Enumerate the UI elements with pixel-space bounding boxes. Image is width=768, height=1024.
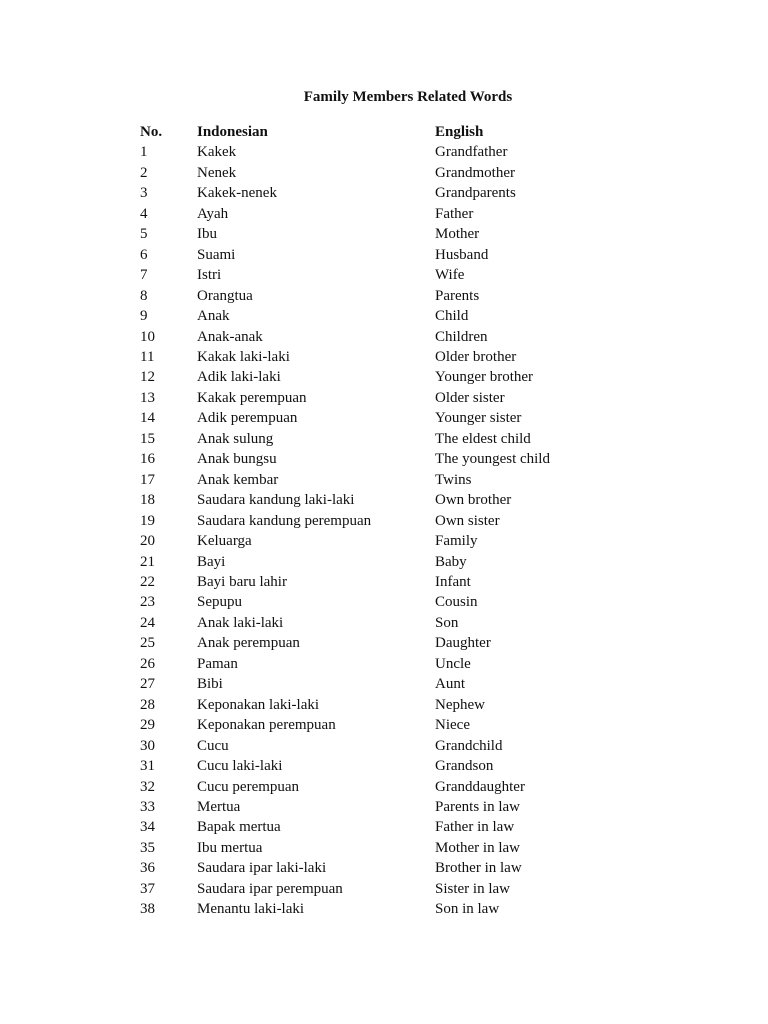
cell-number: 38	[140, 901, 155, 918]
table-row	[140, 204, 605, 224]
page-title: Family Members Related Words	[303, 89, 513, 105]
cell-number: 21	[140, 553, 155, 570]
vocabulary-table	[140, 122, 605, 920]
cell-english: Children	[435, 328, 488, 345]
table-row	[140, 429, 605, 449]
cell-indonesian: Ibu	[197, 226, 217, 243]
cell-english: Father	[435, 205, 474, 222]
cell-english: Uncle	[435, 655, 471, 672]
cell-number: 20	[140, 533, 155, 550]
cell-english: Cousin	[435, 594, 478, 611]
cell-indonesian: Bibi	[197, 676, 223, 693]
table-row	[140, 306, 605, 326]
table-row	[140, 633, 605, 653]
cell-indonesian: Saudara kandung perempuan	[197, 512, 372, 529]
cell-english: Wife	[435, 267, 465, 284]
cell-indonesian: Anak kembar	[197, 471, 279, 488]
cell-number: 1	[140, 144, 148, 161]
cell-english: Brother in law	[435, 860, 522, 877]
cell-indonesian: Kakak perempuan	[197, 389, 307, 406]
cell-number: 25	[140, 635, 155, 652]
table-row	[140, 756, 605, 776]
cell-indonesian: Bayi baru lahir	[197, 573, 287, 590]
cell-indonesian: Adik perempuan	[197, 410, 298, 427]
cell-indonesian: Istri	[197, 267, 222, 284]
cell-indonesian: Kakek-nenek	[197, 185, 277, 202]
table-row	[140, 183, 605, 203]
cell-english: Grandfather	[435, 144, 508, 161]
cell-indonesian: Kakek	[197, 144, 237, 161]
cell-indonesian: Menantu laki-laki	[197, 901, 305, 918]
cell-english: Own sister	[435, 512, 500, 529]
cell-number: 5	[140, 226, 148, 243]
cell-english: Infant	[435, 573, 471, 590]
cell-english: Father in law	[435, 819, 515, 836]
cell-indonesian: Cucu laki-laki	[197, 758, 283, 775]
cell-english: Younger brother	[435, 369, 534, 386]
table-row	[140, 408, 605, 428]
table-row	[140, 552, 605, 572]
table-row	[140, 899, 605, 919]
table-row	[140, 654, 605, 674]
cell-number: 28	[140, 696, 155, 713]
cell-indonesian: Cucu	[197, 737, 229, 754]
cell-indonesian: Saudara kandung laki-laki	[197, 492, 355, 509]
cell-number: 10	[140, 328, 155, 345]
cell-english: Nephew	[435, 696, 485, 713]
cell-english: Niece	[435, 717, 470, 734]
table-row	[140, 388, 605, 408]
cell-number: 34	[140, 819, 155, 836]
cell-number: 17	[140, 471, 155, 488]
cell-english: Twins	[435, 471, 472, 488]
cell-number: 11	[140, 348, 155, 365]
cell-english: Mother in law	[435, 839, 520, 856]
cell-indonesian: Kakak laki-laki	[197, 348, 290, 365]
cell-english: Aunt	[435, 676, 465, 693]
table-row	[140, 163, 605, 183]
cell-english: Mother	[435, 226, 480, 243]
cell-english: Grandmother	[435, 164, 515, 181]
cell-indonesian: Ayah	[197, 205, 229, 222]
cell-indonesian: Bayi	[197, 553, 226, 570]
table-row	[140, 490, 605, 510]
table-row	[140, 347, 605, 367]
table-row	[140, 715, 605, 735]
cell-english: Sister in law	[435, 880, 510, 897]
table-row	[140, 858, 605, 878]
cell-english: Grandchild	[435, 737, 503, 754]
cell-english: Son in law	[435, 901, 500, 918]
table-row	[140, 327, 605, 347]
cell-indonesian: Sepupu	[197, 594, 242, 611]
cell-indonesian: Anak laki-laki	[197, 614, 284, 631]
cell-number: 13	[140, 389, 155, 406]
cell-number: 15	[140, 430, 155, 447]
cell-number: 14	[140, 410, 155, 427]
cell-english: Granddaughter	[435, 778, 525, 795]
table-row	[140, 797, 605, 817]
cell-number: 35	[140, 839, 155, 856]
cell-english: Husband	[435, 246, 489, 263]
cell-number: 26	[140, 655, 155, 672]
cell-number: 18	[140, 492, 155, 509]
table-row	[140, 286, 605, 306]
cell-number: 33	[140, 798, 155, 815]
cell-indonesian: Suami	[197, 246, 236, 263]
table-row	[140, 695, 605, 715]
cell-english: Baby	[435, 553, 467, 570]
cell-english: Child	[435, 308, 469, 325]
cell-indonesian: Saudara ipar perempuan	[197, 880, 343, 897]
cell-number: 30	[140, 737, 155, 754]
table-body	[140, 142, 605, 919]
cell-english: Daughter	[435, 635, 491, 652]
cell-english: Son	[435, 614, 459, 631]
table-row	[140, 531, 605, 551]
table-row	[140, 572, 605, 592]
table-row	[140, 817, 605, 837]
cell-indonesian: Keponakan laki-laki	[197, 696, 320, 713]
cell-indonesian: Anak perempuan	[197, 635, 300, 652]
cell-english: Grandson	[435, 758, 494, 775]
cell-number: 3	[140, 185, 148, 202]
cell-indonesian: Mertua	[197, 798, 241, 815]
cell-number: 31	[140, 758, 155, 775]
table-row	[140, 142, 605, 162]
cell-english: Family	[435, 533, 478, 550]
cell-indonesian: Keponakan perempuan	[197, 717, 336, 734]
cell-english: Younger sister	[435, 410, 522, 427]
cell-english: Older brother	[435, 348, 517, 365]
table-row	[140, 592, 605, 612]
cell-number: 9	[140, 308, 148, 325]
table-row	[140, 879, 605, 899]
cell-english: Own brother	[435, 492, 512, 509]
cell-number: 8	[140, 287, 148, 304]
column-header-english: English	[435, 124, 484, 140]
cell-number: 7	[140, 267, 148, 284]
table-row	[140, 224, 605, 244]
table-row	[140, 838, 605, 858]
cell-number: 12	[140, 369, 155, 386]
column-header-no: No.	[140, 124, 163, 140]
cell-number: 36	[140, 860, 155, 877]
table-row	[140, 674, 605, 694]
cell-indonesian: Cucu perempuan	[197, 778, 300, 795]
cell-english: Grandparents	[435, 185, 516, 202]
table-row	[140, 367, 605, 387]
cell-number: 19	[140, 512, 155, 529]
cell-number: 16	[140, 451, 155, 468]
table-header	[140, 122, 605, 142]
table-row	[140, 613, 605, 633]
cell-indonesian: Nenek	[197, 164, 237, 181]
cell-number: 4	[140, 205, 148, 222]
table-row	[140, 449, 605, 469]
cell-number: 23	[140, 594, 155, 611]
column-header-indonesian: Indonesian	[197, 124, 268, 140]
cell-number: 32	[140, 778, 155, 795]
cell-indonesian: Orangtua	[197, 287, 253, 304]
cell-english: Parents in law	[435, 798, 520, 815]
cell-english: The youngest child	[435, 451, 550, 468]
table-row	[140, 736, 605, 756]
cell-number: 29	[140, 717, 155, 734]
table-row	[140, 470, 605, 490]
cell-indonesian: Paman	[197, 655, 238, 672]
cell-indonesian: Anak sulung	[197, 430, 274, 447]
cell-indonesian: Saudara ipar laki-laki	[197, 860, 327, 877]
header-row	[140, 122, 605, 142]
cell-indonesian: Anak-anak	[197, 328, 263, 345]
cell-indonesian: Bapak mertua	[197, 819, 281, 836]
cell-english: Older sister	[435, 389, 505, 406]
table-row	[140, 245, 605, 265]
cell-number: 22	[140, 573, 155, 590]
cell-number: 37	[140, 880, 155, 897]
cell-number: 6	[140, 246, 148, 263]
table-row	[140, 511, 605, 531]
cell-indonesian: Ibu mertua	[197, 839, 263, 856]
cell-indonesian: Anak	[197, 308, 230, 325]
cell-english: The eldest child	[435, 430, 531, 447]
cell-number: 24	[140, 614, 155, 631]
cell-indonesian: Adik laki-laki	[197, 369, 281, 386]
cell-number: 27	[140, 676, 155, 693]
cell-english: Parents	[435, 287, 480, 304]
table-row	[140, 265, 605, 285]
cell-indonesian: Keluarga	[197, 533, 252, 550]
cell-indonesian: Anak bungsu	[197, 451, 277, 468]
cell-number: 2	[140, 164, 148, 181]
table-row	[140, 777, 605, 797]
